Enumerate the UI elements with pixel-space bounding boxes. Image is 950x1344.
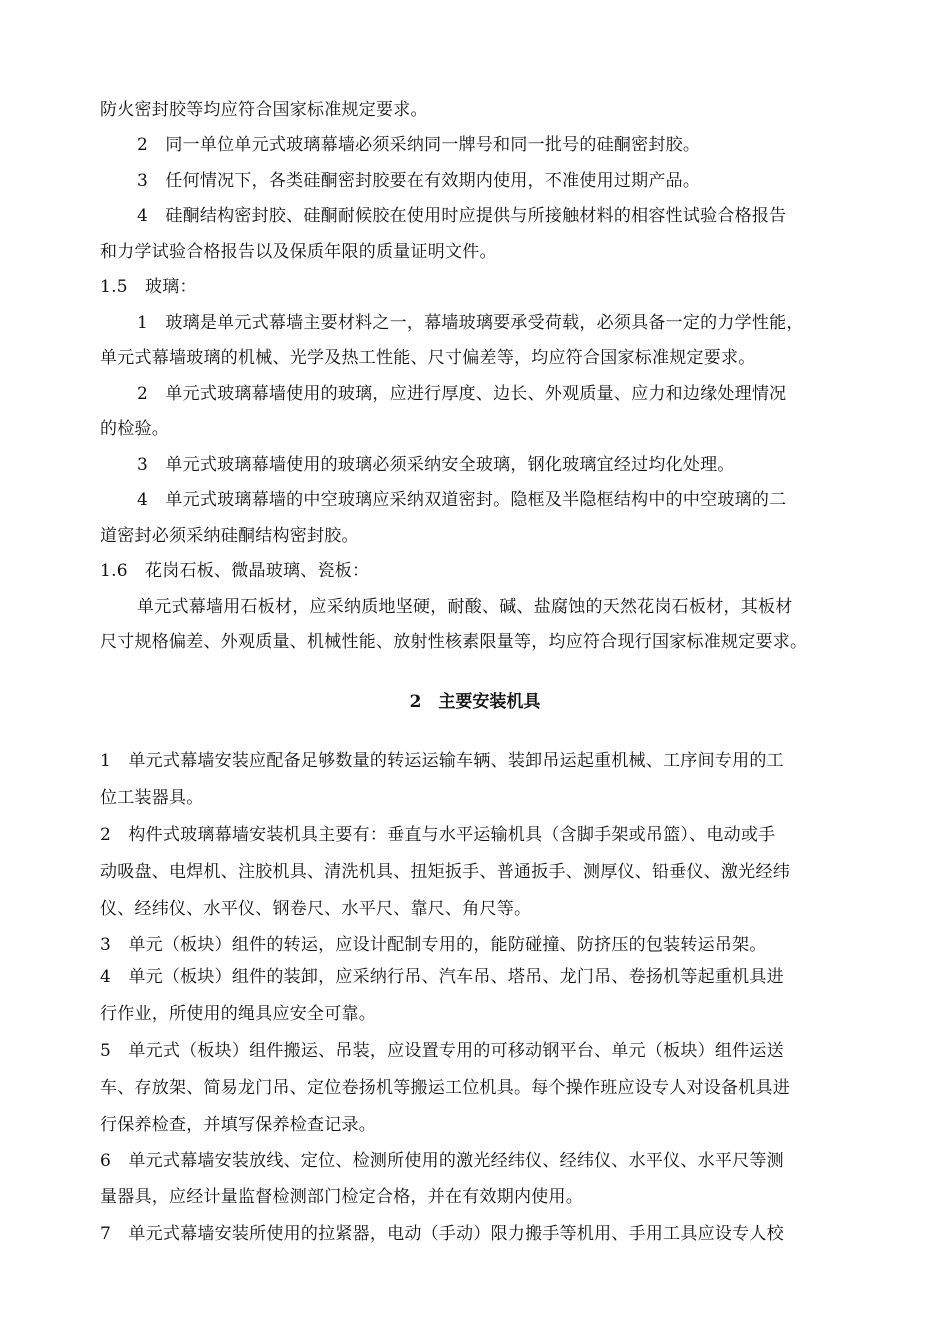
text-line: 行保养检查，并填写保养检查记录。 [100,1115,376,1135]
text-line: 仪、经纬仪、水平仪、钢卷尺、水平尺、靠尺、角尺等。 [100,899,532,919]
text-line: 和力学试验合格报告以及保质年限的质量证明文件。 [100,242,497,262]
text-line: 动吸盘、电焊机、注胶机具、清洗机具、扭矩扳手、普通扳手、测厚仪、铅垂仪、激光经纬 [100,862,790,882]
text-line: 1 玻璃是单元式幕墙主要材料之一，幕墙玻璃要承受荷载，必须具备一定的力学性能， [137,313,804,333]
text-line: 3 单元式玻璃幕墙使用的玻璃必须采纳安全玻璃，钢化玻璃宜经过均化处理。 [137,455,735,475]
text-line: 行作业，所使用的绳具应安全可靠。 [100,1004,376,1024]
text-line: 5 单元式（板块）组件搬运、吊装，应设置专用的可移动钢平台、单元（板块）组件运送 [100,1041,784,1061]
text-line: 4 硅酮结构密封胶、硅酮耐候胶在使用时应提供与所接触材料的相容性试验合格报告 [137,206,787,226]
text-line: 2 单元式玻璃幕墙使用的玻璃，应进行厚度、边长、外观质量、应力和边缘处理情况 [137,384,787,404]
chapter-title: 2 主要安装机具 [409,692,541,712]
text-line: 6 单元式幕墙安装放线、定位、检测所使用的激光经纬仪、经纬仪、水平仪、水平尺等测 [100,1151,784,1171]
text-line: 防火密封胶等均应符合国家标准规定要求。 [100,100,428,120]
text-line: 单元式幕墙用石板材，应采纳质地坚硬，耐酸、碱、盐腐蚀的天然花岗石板材，其板材 [137,597,793,617]
text-line: 单元式幕墙玻璃的机械、光学及热工性能、尺寸偏差等，均应符合国家标准规定要求。 [100,348,756,368]
text-line: 2 构件式玻璃幕墙安装机具主要有：垂直与水平运输机具（含脚手架或吊篮）、电动或手 [100,825,776,845]
text-line: 3 任何情况下，各类硅酮密封胶要在有效期内使用，不准使用过期产品。 [137,171,701,191]
section-heading-1-6: 1.6 花岗石板、微晶玻璃、瓷板： [100,561,370,581]
text-line: 车、存放架、简易龙门吊、定位卷扬机等搬运工位机具。每个操作班应设专人对设备机具进 [100,1078,790,1098]
section-heading-1-5: 1.5 玻璃： [100,277,197,297]
text-line: 4 单元式玻璃幕墙的中空玻璃应采纳双道密封。隐框及半隐框结构中的中空玻璃的二 [137,490,787,510]
text-line: 7 单元式幕墙安装所使用的拉紧器，电动（手动）限力搬手等机用、手用工具应设专人校 [100,1224,784,1244]
text-line: 4 单元（板块）组件的装卸，应采纳行吊、汽车吊、塔吊、龙门吊、卷扬机等起重机具进 [100,967,784,987]
text-line: 1 单元式幕墙安装应配备足够数量的转运运输车辆、装卸吊运起重机械、工序间专用的工 [100,751,784,771]
text-line: 量器具，应经计量监督检测部门检定合格，并在有效期内使用。 [100,1187,583,1207]
text-line: 2 同一单位单元式玻璃幕墙必须采纳同一牌号和同一批号的硅酮密封胶。 [137,135,701,155]
text-line: 的检验。 [100,419,169,439]
text-line: 道密封必须采纳硅酮结构密封胶。 [100,526,359,546]
text-line: 位工装器具。 [100,788,204,808]
text-line: 3 单元（板块）组件的转运，应设计配制专用的，能防碰撞、防挤压的包装转运吊架。 [100,935,767,955]
text-line: 尺寸规格偏差、外观质量、机械性能、放射性核素限量等，均应符合现行国家标准规定要求。 [100,632,808,652]
